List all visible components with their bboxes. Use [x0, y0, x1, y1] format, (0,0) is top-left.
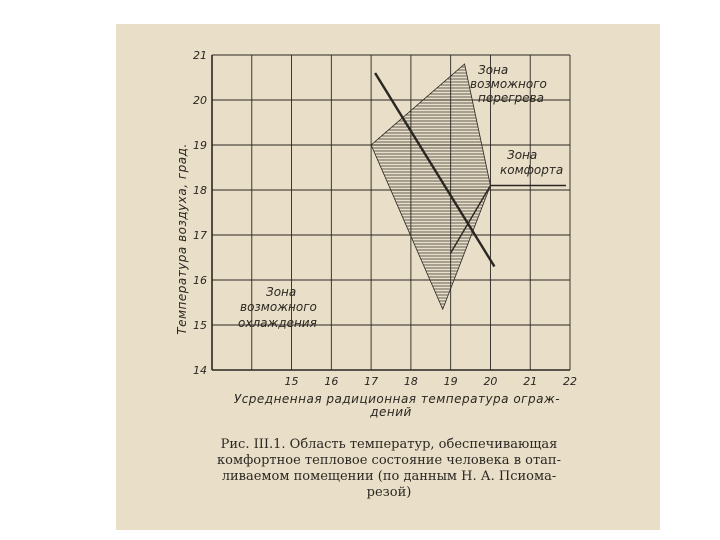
y-tick-label: 20 [193, 94, 207, 107]
y-tick-label: 14 [193, 364, 207, 377]
y-axis-label: Температура воздуха, град. [175, 143, 189, 335]
x-axis-label-line-2: дений [370, 405, 412, 419]
annotation-overheat-line-3: перегрева [478, 91, 544, 105]
caption-line-2: комфортное тепловое состояние человека в отап- [217, 453, 561, 468]
caption-line-4: резой) [366, 485, 412, 500]
annotation-comfort-line-1: Зона [507, 148, 538, 162]
x-tick-label: 15 [284, 375, 299, 388]
annotation-overheat-line-2: возможного [470, 77, 547, 91]
y-tick-label: 19 [193, 139, 207, 152]
x-tick-label: 18 [403, 375, 418, 388]
comfort-zone-polygon [371, 64, 490, 309]
annotation-overheat-line-1: Зона [478, 63, 509, 77]
y-tick-label: 16 [193, 274, 207, 287]
caption-line-3: ливаемом помещении (по данным Н. А. Псиома- [221, 469, 557, 484]
caption-line-1: Рис. III.1. Область температур, обеспечивающая [220, 437, 558, 452]
x-tick-label: 20 [483, 375, 498, 388]
annotation-cooling [238, 285, 317, 330]
y-tick-label: 18 [193, 184, 207, 197]
y-tick-label: 17 [193, 229, 207, 242]
x-tick-label: 19 [443, 375, 458, 388]
annotation-cooling-line-1: Зона [266, 285, 297, 299]
annotation-comfort [500, 148, 563, 177]
annotation-comfort-line-2: комфорта [500, 163, 564, 177]
x-tick-label: 17 [364, 375, 379, 388]
annotation-cooling-line-2: возможного [240, 300, 317, 314]
annotation-cooling-line-3: охлаждения [238, 316, 317, 330]
x-axis-label-line-1: Усредненная радиционная температура ограж- [233, 392, 561, 406]
comfort-zone-area [371, 64, 490, 309]
y-tick-label: 21 [193, 49, 207, 62]
x-tick-label: 16 [324, 375, 339, 388]
x-tick-label: 21 [523, 375, 538, 388]
y-tick-label: 15 [193, 319, 207, 332]
annotation-overheat [470, 63, 547, 105]
x-tick-label: 22 [563, 375, 577, 388]
figure-caption [180, 437, 598, 501]
